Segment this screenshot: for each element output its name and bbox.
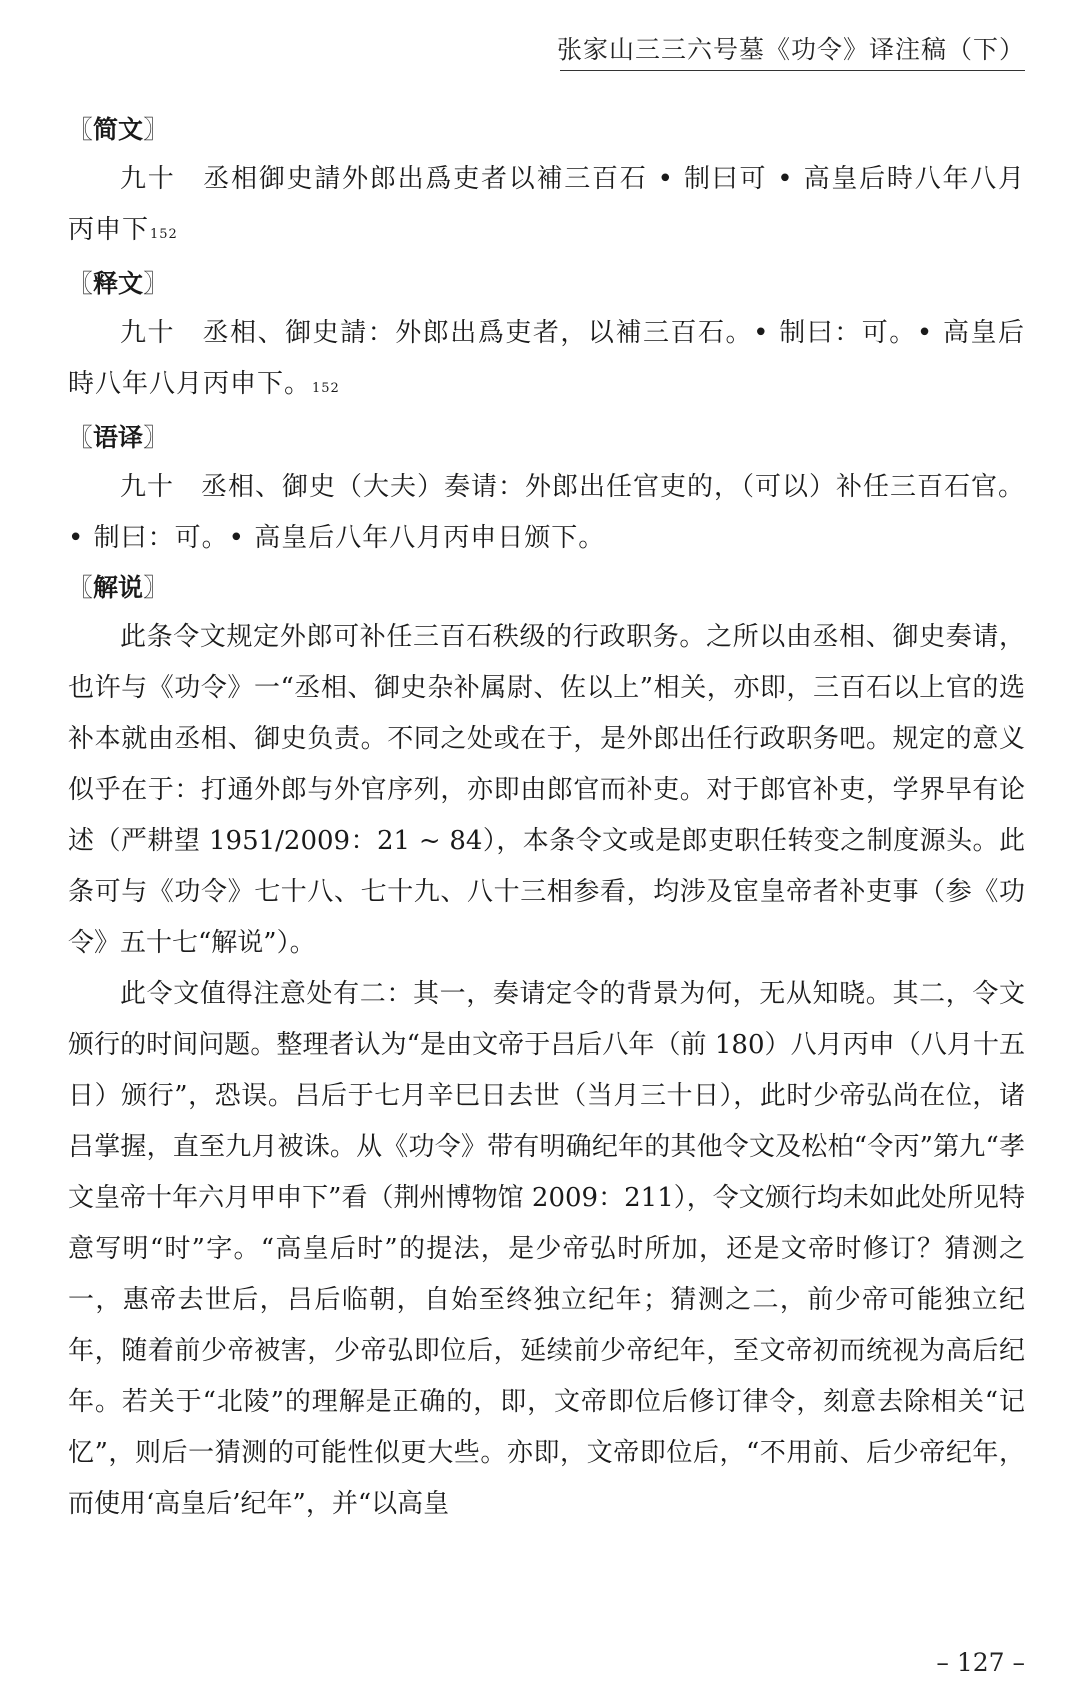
running-header: 张家山三三六号墓《功令》译注稿（下） [556, 35, 1025, 64]
slip-number: 152 [150, 227, 178, 242]
jieshuo-paragraph-2: 此令文值得注意处有二：其一，奏请定令的背景为何，无从知晓。其二，令文颁行的时间问题。整理者认为“是由文帝于吕后八年（前 180）八月丙申（八月十五日）颁行”，恐误。吕后于七月辛巳日去世（当月三十日），此时少帝弘尚在位，诸吕掌握，直至九月被诛。从《功令》带有明确纪年的其他令文及松柏“令丙”第九“孝文皇帝十年六月甲申下”看（荆州博物馆 2009：211），令文颁行均未如此处所见特意写明“时”字。“高皇后时”的提法，是少帝弘时所加，还是文帝时修订？猜测之一，惠帝去世后，吕后临朝，自始至终独立纪年；猜测之二，前少帝可能独立纪年，随着前少帝被害，少帝弘即位后，延续前少帝纪年，至文帝初而统视为高后纪年。若关于“北陵”的理解是正确的，即，文帝即位后修订律令，刻意去除相关“记忆”，则后一猜测的可能性似更大些。亦即，文帝即位后，“不用前、后少帝纪年，而使用‘高皇后’纪年”，并“以高皇 [68, 979, 1025, 1519]
jianwen-text: 九十 丞相御史請外郎出爲吏者以補三百石 • 制曰可 • 高皇后時八年八月丙申下152 [68, 164, 1025, 245]
bracket-open: 〖 [68, 115, 94, 144]
bracket-close: 〗 [143, 573, 169, 602]
bracket-close: 〗 [143, 423, 169, 452]
page-body [68, 106, 1025, 1530]
slip-number: 152 [312, 381, 340, 396]
bracket-open: 〖 [68, 423, 94, 452]
section-heading-jianwen: 〖简文〗 [68, 115, 169, 144]
bracket-open: 〖 [68, 573, 94, 602]
section-heading-shiwen: 〖释文〗 [68, 269, 169, 298]
shiwen-text: 九十 丞相、御史請：外郎出爲吏者，以補三百石。• 制曰：可。• 高皇后時八年八月丙申下。152 [68, 318, 1025, 399]
yuyi-text: 九十 丞相、御史（大夫）奏请：外郎出任官吏的，（可以）补任三百石官。• 制曰：可。• 高皇后八年八月丙申日颁下。 [68, 472, 1026, 553]
section-heading-yuyi: 〖语译〗 [68, 423, 169, 452]
header-rule [560, 70, 1025, 71]
bracket-close: 〗 [143, 115, 169, 144]
section-heading-jieshuo: 〖解说〗 [68, 573, 169, 602]
jieshuo-paragraph-1: 此条令文规定外郎可补任三百石秩级的行政职务。之所以由丞相、御史奏请，也许与《功令》一“丞相、御史杂补属尉、佐以上”相关，亦即，三百石以上官的选补本就由丞相、御史负责。不同之处或在于，是外郎出任行政职务吧。规定的意义似乎在于：打通外郎与外官序列，亦即由郎官而补吏。对于郎官补吏，学界早有论述（严耕望 1951/2009：21 ~ 84），本条令文或是郎吏职任转变之制度源头。此条可与《功令》七十八、七十九、八十三相参看，均涉及宦皇帝者补吏事（参《功令》五十七“解说”）。 [68, 622, 1025, 958]
bracket-close: 〗 [143, 269, 169, 298]
bracket-open: 〖 [68, 269, 94, 298]
page-number: – 127 – [936, 1648, 1025, 1677]
